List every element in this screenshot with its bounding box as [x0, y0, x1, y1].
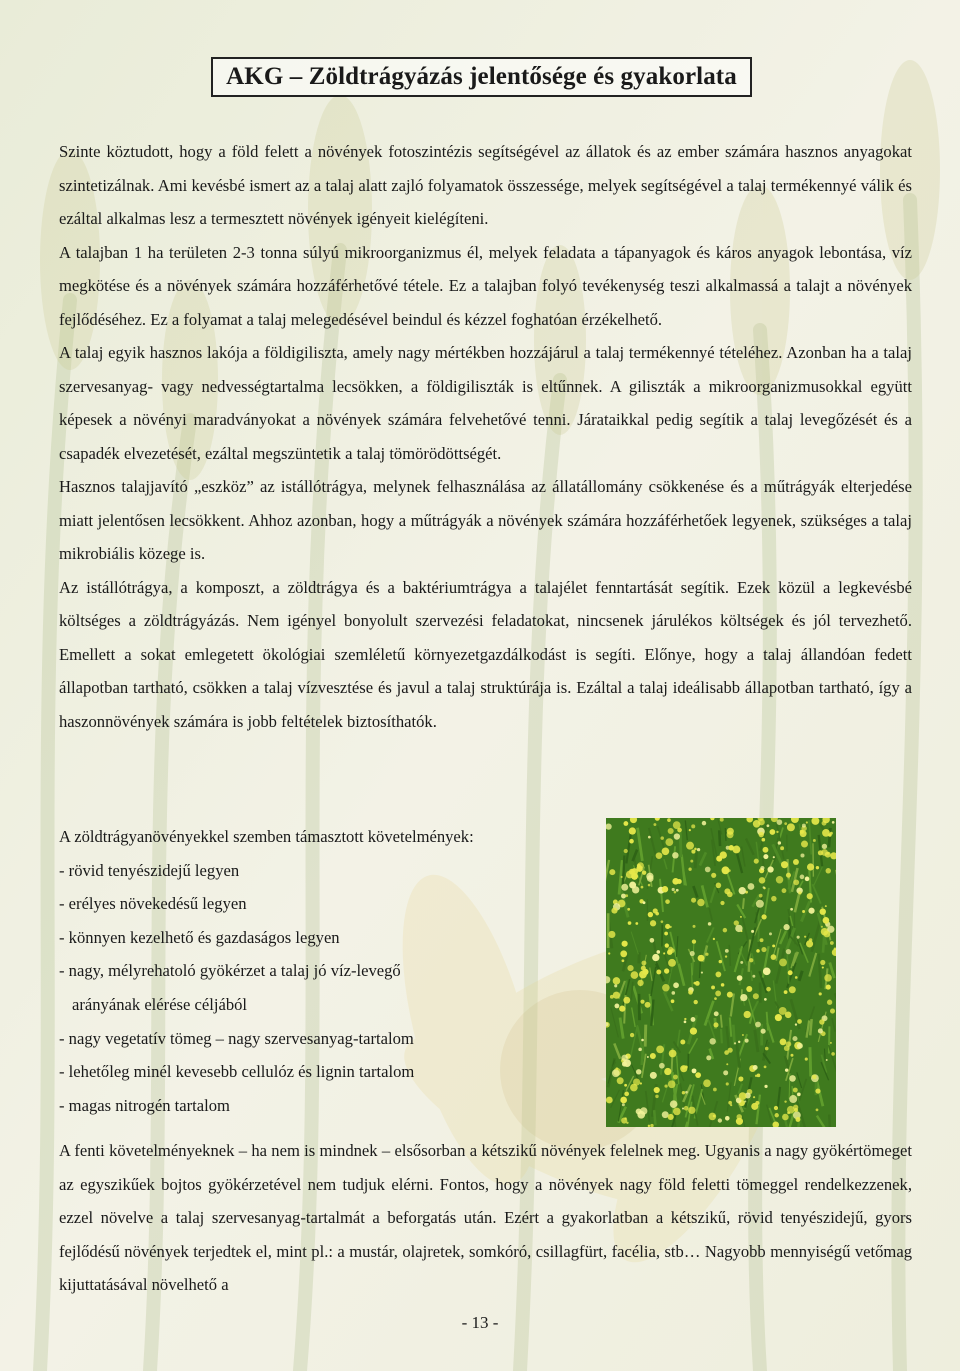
paragraph: Az istállótrágya, a komposzt, a zöldtrágya és a baktériumtrágya a talajélet fenntartását segítik. Ezek közül a legkevésbé költséges a zöldtrágyázás. Nem igényel bonyolult szervezési feladatokat, nincsenek járulékos költségek és jól tervezhető. Emellett a sokat emlegetett ökológiai szemléletű környezetgazdálkodást is segíti. Előnye, hogy a talaj állandóan fedett állapotban tartható, csökken a talaj vízvesztése és javul a talaj struktúrája is. Ezáltal a talaj ideálisabb állapotban tartható, így a haszonnövények számára is jobb feltételek biztosíthatók. [59, 577, 912, 731]
paragraph: A talajban 1 ha területen 2-3 tonna súlyú mikroorganizmus él, melyek feladata a tápanyagok és káros anyagok lebontása, víz megkötése és a növények számára hozzáférhetővé tétele. Ez a talajban folyó tevékenység teszi alkalmassá a talajt a növények fejlődéséhez. Ez a folyamat a talaj melegedésével beindul és kézzel foghatóan érzékelhető. [59, 242, 912, 329]
closing-text [59, 1134, 912, 1302]
list-item: - nagy, mélyrehatoló gyökérzet a talaj jó víz-levegő [59, 961, 401, 981]
requirements-heading: A zöldtrágyanövényekkel szemben támasztott követelmények: [59, 827, 474, 846]
list-item: - erélyes növekedésű legyen [59, 894, 247, 914]
paragraph: Hasznos talajjavító „eszköz” az istállótrágya, melynek felhasználása az állatállomány csökkenése és a műtrágyák elterjedése miatt jelentősen lecsökkent. Ahhoz azonban, hogy a műtrágyák a növények számára hozzáférhetőek legyenek, szükséges a talaj mikrobiális közege is. [59, 477, 912, 563]
page-title: AKG – Zöldtrágyázás jelentősége és gyakorlata [226, 63, 737, 90]
list-item: - nagy vegetatív tömeg – nagy szervesanyag-tartalom [59, 1028, 414, 1048]
paragraph: A fenti követelményeknek – ha nem is mindnek – elsősorban a kétszikű növények felelnek meg. Ugyanis a nagy gyökértömeget az egyszikűek bojtos gyökérzetével nem tudjuk elérni. Fontos, hogy a növények nagy föld feletti tömeggel rendelkezzenek, ezzel növelve a talaj szervesanyag-tartalmát a beforgatás után. Ezért a gyakorlatban a kétszikű, rövid tenyészidejű, gyors fejlődésű növények terjedtek el, mint pl.: a mustár, olajretek, somkóró, csillagfürt, facélia, stb… Nagyobb mennyiségű vetőmag kijuttatásával növelhető a [59, 1141, 912, 1295]
mustard-field-photo [606, 818, 836, 1127]
requirements-list [59, 820, 579, 1122]
list-item-continuation: arányának elérése céljából [72, 994, 248, 1014]
main-text [59, 135, 912, 738]
list-item: - magas nitrogén tartalom [59, 1095, 230, 1115]
list-item: - rövid tenyészidejű legyen [59, 860, 240, 880]
list-item: - lehetőleg minél kevesebb cellulóz és lignin tartalom [59, 1062, 415, 1082]
paragraph: A talaj egyik hasznos lakója a földigiliszta, amely nagy mértékben hozzájárul a talaj termékennyé tételéhez. Azonban ha a talaj szervesanyag- vagy nedvességtartalma lecsökken, a földigiliszták is eltűnnek. A giliszták a mikroorganizmusokkal együtt képesek a növényi maradványokat a növények számára felvehetővé tenni. Járataikkal pedig segítik a talaj levegőzését és a csapadék elvezetését, ezáltal megszüntetik a talaj tömörödöttségét. [59, 343, 912, 463]
page-number: - 13 - [461, 1313, 499, 1332]
list-item: - könnyen kezelhető és gazdaságos legyen [59, 927, 340, 947]
title-box [211, 57, 752, 97]
paragraph: Szinte köztudott, hogy a föld felett a növények fotoszintézis segítségével az állatok és az ember számára hasznos anyagokat szintetizálnak. Ami kevésbé ismert az a talaj alatt zajló folyamatok összessége, melyek segítségével a talaj termékennyé válik és ezáltal alkalmas lesz a termesztett növények igényeit kielégíteni. [59, 142, 912, 228]
